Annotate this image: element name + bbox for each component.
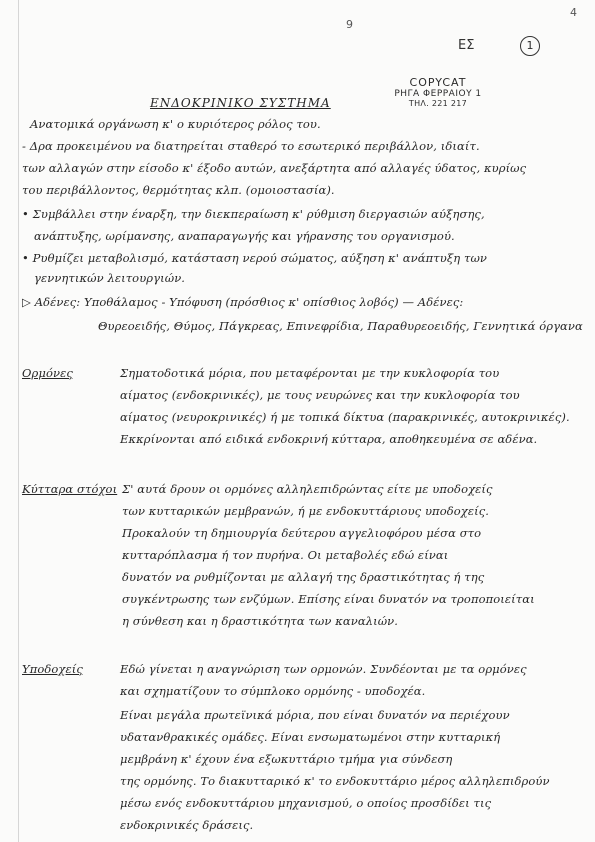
target-cells-line: Προκαλούν τη δημιουργία δεύτερου αγγελιοφόρου μέσα στο: [122, 526, 482, 540]
stamp-line-3: ΤΗΛ. 221 217: [408, 99, 468, 108]
hormones-line: Εκκρίνονται από ειδικά ενδοκρινή κύτταρα, αποθηκευμένα σε αδένα.: [120, 432, 538, 446]
receptors-line: ενδοκρινικές δράσεις.: [120, 818, 254, 832]
page-number: 1: [520, 36, 540, 56]
margin-line: [18, 0, 19, 842]
intro-line: - Δρα προκειμένου να διατηρείται σταθερό το εσωτερικό περιβάλλον, ιδιαίτ.: [22, 139, 480, 153]
intro-line: γεννητικών λειτουργιών.: [34, 271, 186, 285]
corner-mark: 9: [346, 18, 353, 31]
hormones-line: αίματος (νευροκρινικές) ή με τοπικά δίκτυα (παρακρινικές, αυτοκρινικές).: [120, 410, 570, 424]
top-right-mark: 4: [570, 6, 577, 19]
intro-line: • Ρυθμίζει μεταβολισμό, κατάσταση νερού σώματος, αύξηση κ' ανάπτυξη των: [22, 251, 488, 265]
target-cells-line: η σύνθεση και η δραστικότητα των καναλιών.: [122, 614, 399, 628]
receptors-line: Είναι μεγάλα πρωτεϊνικά μόρια, που είναι δυνατόν να περιέχουν: [120, 708, 510, 722]
intro-line: των αλλαγών στην είσοδο κ' έξοδο αυτών, ανεξάρτητα από αλλαγές ύδατος, κυρίως: [22, 161, 527, 175]
stamp-line-2: ΡΗΓΑ ΦΕΡΡΑΙΟΥ 1: [394, 89, 482, 99]
receptors-line: και σχηματίζουν το σύμπλοκο ορμόνης - υποδοχέα.: [120, 684, 426, 698]
receptors-line: Εδώ γίνεται η αναγνώριση των ορμονών. Συνδέονται με τα ορμόνες: [120, 662, 527, 676]
target-cells-line: συγκέντρωσης των ενζύμων. Επίσης είναι δυνατόν να τροποποιείται: [122, 592, 535, 606]
page-label: ΕΣ: [458, 38, 475, 53]
section-term-hormones: Ορμόνες: [22, 366, 73, 380]
target-cells-line: κυτταρόπλασμα ή τον πυρήνα. Οι μεταβολές εδώ είναι: [122, 548, 449, 562]
section-term-target-cells: Κύτταρα στόχοι: [22, 482, 118, 496]
receptors-line: υδατανθρακικές ομάδες. Είναι ενσωματωμένοι στην κυτταρική: [120, 730, 501, 744]
intro-line: του περιβάλλοντος, θερμότητας κλπ. (ομοιοστασία).: [22, 183, 335, 197]
hormones-line: Σηματοδοτικά μόρια, που μεταφέρονται με την κυκλοφορία του: [120, 366, 500, 380]
target-cells-line: δυνατόν να ρυθμίζονται με αλλαγή της δραστικότητας ή της: [122, 570, 485, 584]
receptors-line: μεμβράνη κ' έχουν ένα εξωκυττάριο τμήμα για σύνδεση: [120, 752, 453, 766]
target-cells-line: των κυτταρικών μεμβρανών, ή με ενδοκυττάριους υποδοχείς.: [122, 504, 490, 518]
intro-line: ▷ Αδένες: Υποθάλαμος - Υπόφυση (πρόσθιος κ' οπίσθιος λοβός) — Αδένες:: [22, 295, 464, 309]
intro-line: ανάπτυξης, ωρίμανσης, αναπαραγωγής και γήρανσης του οργανισμού.: [34, 229, 455, 243]
intro-line: • Συμβάλλει στην έναρξη, την διεκπεραίωση κ' ρύθμιση διεργασιών αύξησης,: [22, 207, 485, 221]
copy-shop-stamp: [383, 76, 493, 108]
intro-line: Θυρεοειδής, Θύμος, Πάγκρεας, Επινεφρίδια, Παραθυρεοειδής, Γεννητικά όργανα: [98, 319, 583, 333]
stamp-line-1: COPYCAT: [409, 76, 467, 89]
section-term-receptors: Υποδοχείς: [22, 662, 83, 676]
target-cells-line: Σ' αυτά δρουν οι ορμόνες αλληλεπιδρώντας είτε με υποδοχείς: [122, 482, 493, 496]
receptors-line: της ορμόνης. Το διακυτταρικό κ' το ενδοκυττάριο μέρος αλληλεπιδρούν: [120, 774, 550, 788]
intro-line: Ανατομικά οργάνωση κ' ο κυριότερος ρόλος του.: [30, 117, 321, 131]
receptors-line: μέσω ενός ενδοκυττάριου μηχανισμού, ο οποίος προσδίδει τις: [120, 796, 492, 810]
page-title: ΕΝΔΟΚΡΙΝΙΚΟ ΣΥΣΤΗΜΑ: [150, 96, 331, 110]
hormones-line: αίματος (ενδοκρινικές), με τους νευρώνες και την κυκλοφορία του: [120, 388, 520, 402]
